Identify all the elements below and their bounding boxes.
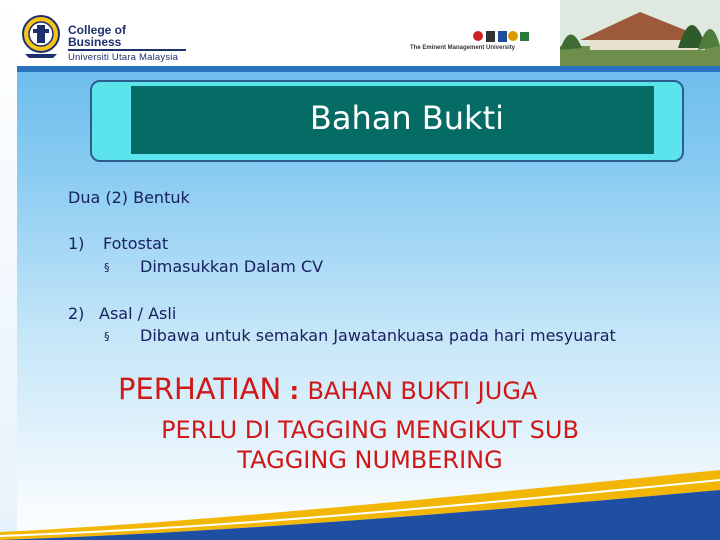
page-title: Bahan Bukti xyxy=(309,99,504,137)
logo-university-text: Universiti Utara Malaysia xyxy=(68,52,179,63)
campus-building-photo xyxy=(560,0,720,70)
notice-line-2: PERLU DI TAGGING MENGIKUT SUB xyxy=(161,416,579,444)
item-1-heading: Fotostat xyxy=(103,234,169,253)
item-2-detail: Dibawa untuk semakan Jawatankuasa pada hari mesyuarat xyxy=(140,326,616,345)
item-1-number: 1) xyxy=(68,234,85,253)
item-2-number: 2) xyxy=(68,304,85,323)
university-crest-icon xyxy=(21,10,61,60)
notice-line-1 xyxy=(118,372,638,406)
college-logo xyxy=(17,6,192,66)
university-tagline: The Eminent Management University xyxy=(410,45,516,51)
bottom-swoosh-decoration xyxy=(0,470,720,540)
notice-label: PERHATIAN xyxy=(118,372,282,406)
bullet-icon: § xyxy=(104,261,110,274)
logo-college-text: College of xyxy=(68,23,127,37)
item-1-detail: Dimasukkan Dalam CV xyxy=(140,257,324,276)
item-2-heading: Asal / Asli xyxy=(99,304,177,323)
notice-line-3: TAGGING NUMBERING xyxy=(237,446,503,474)
left-margin-strip xyxy=(0,0,17,540)
notice-separator: : xyxy=(281,377,308,405)
intro-text: Dua (2) Bentuk xyxy=(68,188,190,207)
header-divider xyxy=(17,66,720,72)
bullet-icon: § xyxy=(104,330,110,343)
logo-business-text: Business xyxy=(68,35,122,49)
notice-line-1-rest: BAHAN BUKTI JUGA xyxy=(307,377,538,405)
accreditation-emblems-icon xyxy=(472,28,530,44)
logo-divider xyxy=(68,49,186,51)
